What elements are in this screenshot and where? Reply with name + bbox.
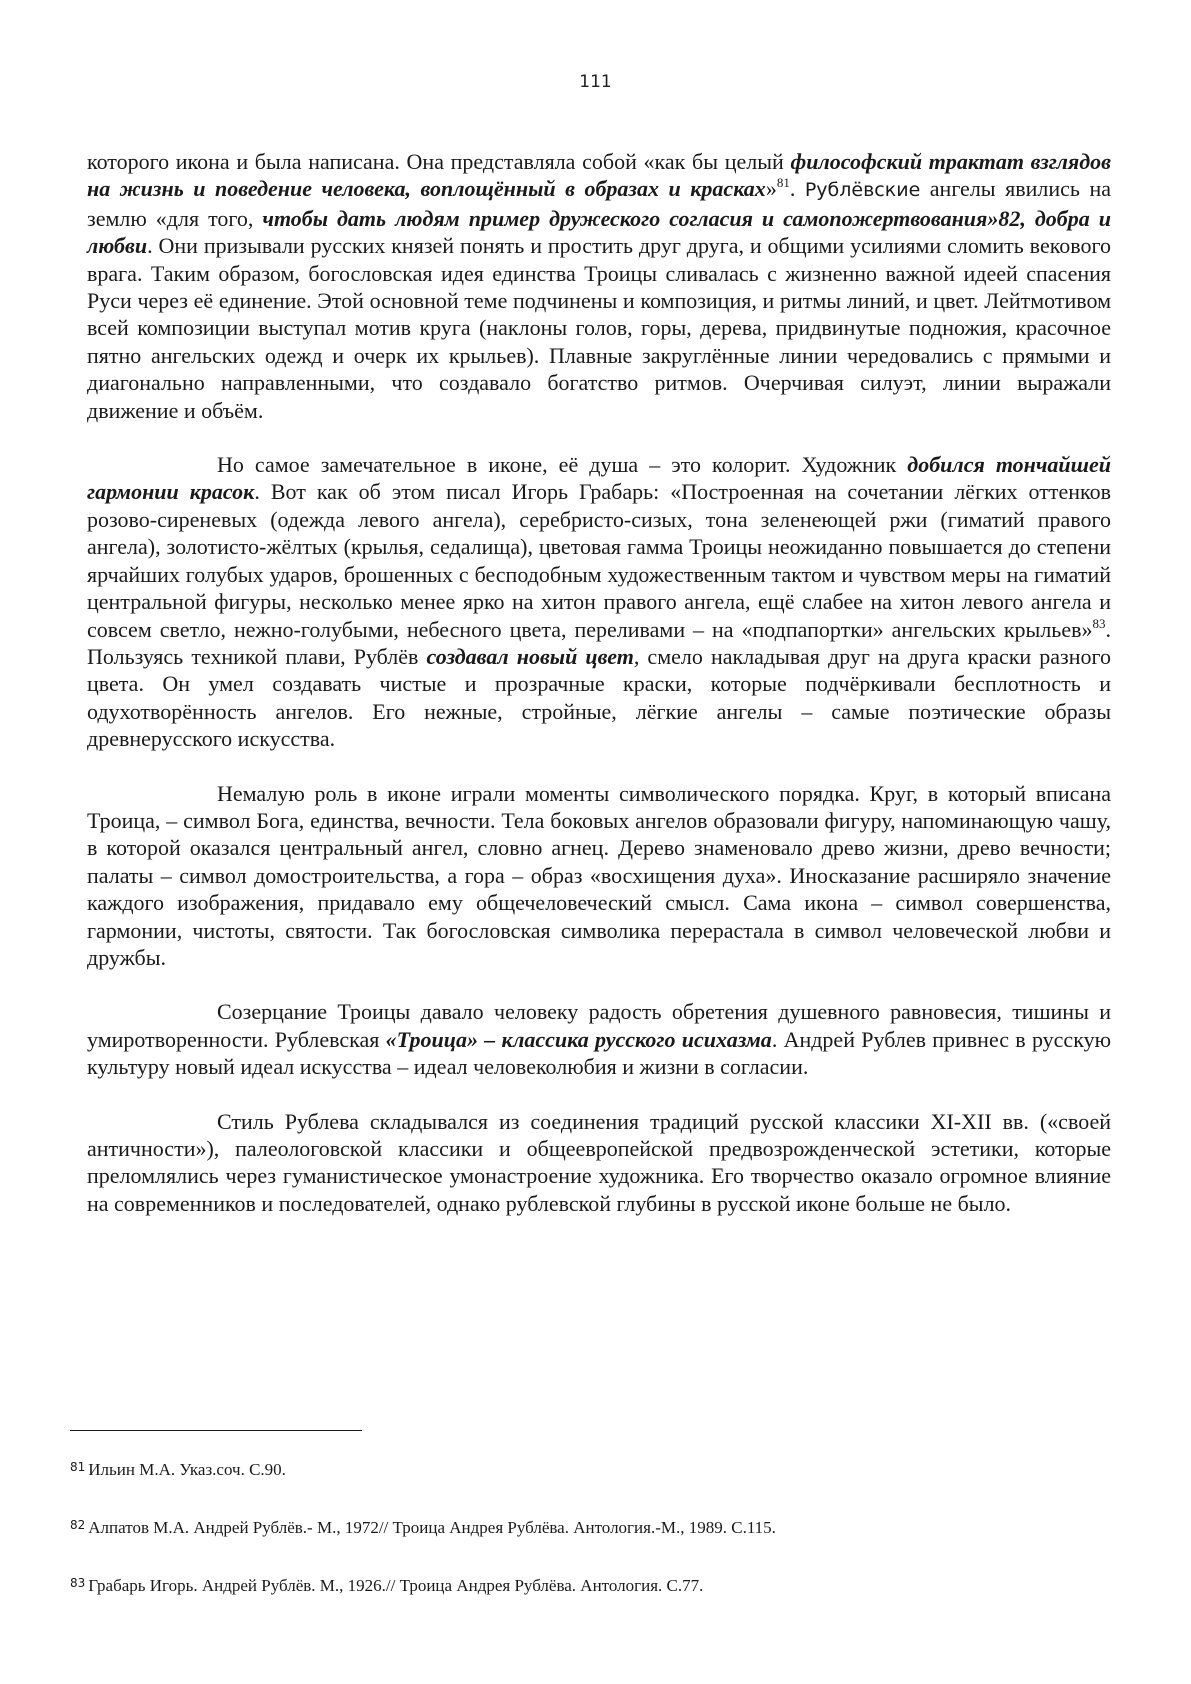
emphasized-text: «Троица» – классика русского исихазма (385, 1026, 772, 1052)
text-run: которого икона и была написана. Она представляла собой «как бы целый (87, 149, 791, 174)
text-run: Стиль Рублева складывался из соединения традиций русской классики XI-XII вв. («своей античности»), палеологовской классики и общеевропейской предвозрожденческой эстетики, которые преломлялись через гуманистическое умонастроение художника. Его творчество оказало огромное влияние на современников и последователей, однако рублевской глубины в русской иконе больше не было. (87, 1108, 1111, 1216)
paragraph (87, 1108, 1111, 1218)
footnote-number: 83 (70, 1576, 86, 1590)
emphasized-text: философский трактат взглядов на жизнь и поведение человека, воплощённый в образах и красках (87, 149, 1112, 202)
footnote-83 (70, 1572, 1110, 1597)
main-text (87, 148, 1111, 1244)
footnote-81 (70, 1456, 1110, 1481)
text-run: Рублёвские (804, 179, 921, 202)
text-run: Но самое замечательное в иконе, её душа – это колорит. Художник (217, 452, 908, 478)
footnote-text: Грабарь Игорь. Андрей Рублёв. М., 1926.// Троица Андрея Рублёва. Антология. С.77. (88, 1576, 704, 1595)
text-run: . Они призывали русских князей понять и простить друг друга, и общими усилиями сломить векового врага. Таким образом, богословская идея единства Троицы сливалась с жизненно важной идеей спасения Руси через её единение. Этой основной теме подчинены и композиция, и ритмы линий, и цвет. Лейтмотивом всей композиции выступал мотив круга (наклоны голов, горы, дерева, придвинутые подножия, красочное пятно ангельских одежд и очерк их крыльев). Плавные закруглённые линии чередовались с прямыми и диагонально направленными, что создавало богатство ритмов. Очерчивая силуэт, линии выражали движение и объём. (87, 233, 1111, 423)
text-run: ангелы явились на землю «для того, (87, 176, 1111, 231)
text-run: Немалую роль в иконе играли моменты символического порядка. Круг, в который вписана Троица, – символ Бога, единства, вечности. Тела боковых ангелов образовали фигуру, напоминающую чашу, в которой оказался центральный ангел, словно агнец. Дерево знаменовало древо жизни, древо вечности; палаты – символ домостроительства, а гора – образ «восхищения духа». Иносказание расширяло значение каждого изображения, придавало ему общечеловеческий смысл. Сама икона – символ совершенства, гармонии, чистоты, святости. Так богословская символика перерастала в символ человеческой любви и дружбы. (87, 780, 1111, 970)
footnote-text: Алпатов М.А. Андрей Рублёв.- М., 1972// Троица Андрея Рублёва. Антология.-М., 1989. С.115. (88, 1518, 776, 1537)
footnote-reference: 83 (1092, 615, 1106, 631)
text-run: . Андрей Рублев привнес в русскую культуру новый идеал искусства – идеал человеколюбия и жизни в согласии. (87, 1026, 1112, 1080)
text-run: Созерцание Троицы давало человеку радость обретения душевного равновесия, тишины и умиротворенности. Рублевская (87, 999, 1111, 1052)
text-run: . Вот как об этом писал Игорь Грабарь: «Построенная на сочетании лёгких оттенков розово-сиреневых (одежда левого ангела), серебристо-сизых, тона зеленеющей ржи (гиматий правого ангела), золотисто-жёлтых (крылья, седалища), цветовая гамма Троицы неожиданно повышается до степени ярчайших голубых ударов, брошенных с бесподобным художественным тактом и чувством меры на гиматий центральной фигуры, несколько менее ярко на хитон правого ангела, ещё слабее на хитон левого ангела и совсем светло, нежно-голубыми, небесного цвета, переливами – на «подпапортки» ангельских крыльев» (87, 479, 1111, 642)
paragraph (87, 148, 1111, 424)
paragraph (87, 451, 1111, 752)
footnote-number: 82 (70, 1518, 86, 1532)
footnote-reference: 81 (776, 175, 790, 191)
text-run: , смело накладывая друг на друга краски разного цвета. Он умел создавать чистые и прозрачные краски, которые подчёркивали бесплотность и одухотворённость ангелов. Его нежные, стройные, лёгкие ангелы – самые поэтические образы древнерусского искусства. (87, 643, 1111, 752)
page-number: 111 (579, 72, 612, 92)
emphasized-text: добился тончайшей гармонии красок (87, 452, 1111, 505)
text-run: . Пользуясь техникой плави, Рублёв (87, 616, 1111, 669)
footnote-number: 81 (70, 1460, 86, 1474)
paragraph (87, 998, 1111, 1080)
emphasized-text: создавал новый цвет (426, 643, 634, 669)
emphasized-text: чтобы дать людям пример дружеского согласия и самопожертвования»82, добра и любви (87, 205, 1111, 259)
text-run: . (789, 176, 805, 202)
paragraph (87, 780, 1111, 972)
footnote-82 (70, 1514, 1110, 1539)
footnote-separator (70, 1430, 362, 1431)
footnote-text: Ильин М.А. Указ.соч. С.90. (88, 1460, 286, 1479)
text-run: » (765, 176, 777, 202)
